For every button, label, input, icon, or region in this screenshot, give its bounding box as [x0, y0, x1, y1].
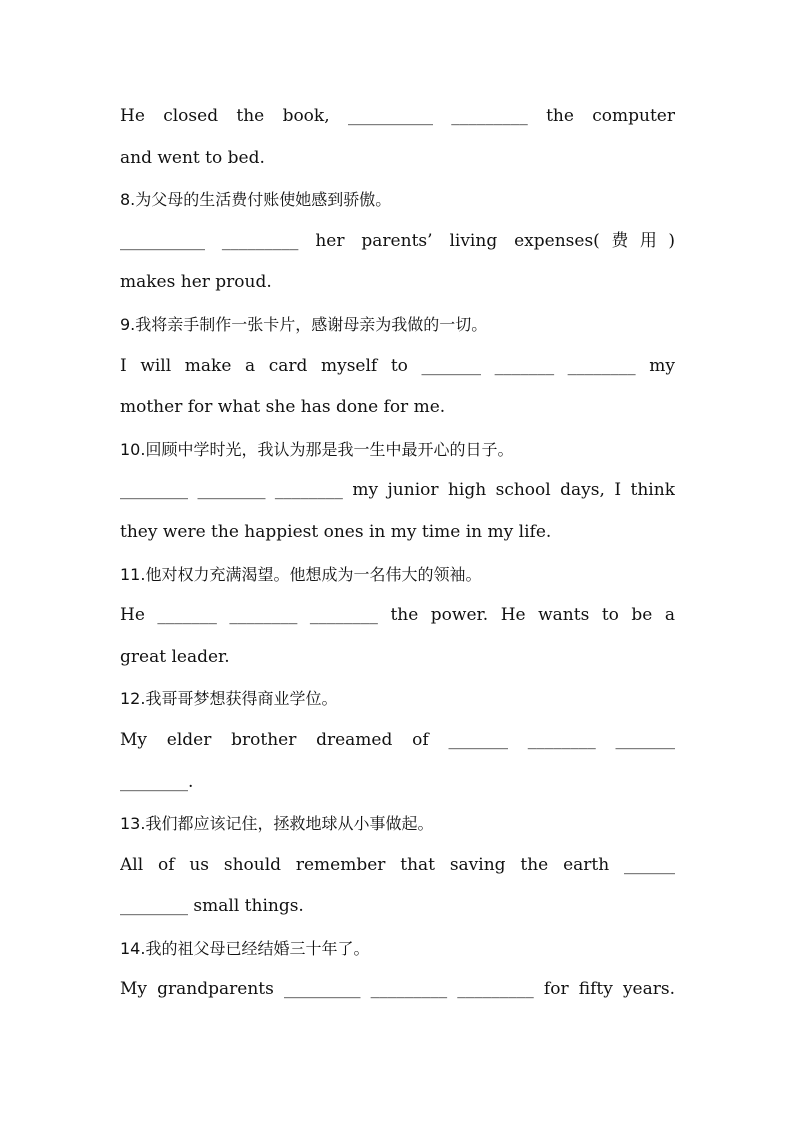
exercise-8-sentence-line-1: __________ _________ her parents’ living expenses(费用): [120, 230, 675, 251]
exercise-10-sentence-line-2: they were the happiest ones in my time in my life.: [120, 521, 552, 542]
exercise-12-sentence-line-2: ________.: [120, 771, 194, 792]
exercise-9-sentence-line-2: mother for what she has done for me.: [120, 397, 446, 418]
exercise-10-prompt: 10.回顾中学时光，我认为那是我一生中最开心的日子。: [120, 439, 514, 459]
exercise-9-sentence-line-1: I will make a card myself to _______ _______ ________ my: [120, 355, 675, 376]
exercise-14-prompt: 14.我的祖父母已经结婚三十年了。: [120, 938, 370, 958]
exercise-11-sentence-line-1: He _______ ________ ________ the power. He wants to be a: [120, 605, 675, 626]
exercise-11-sentence-line-2: great leader.: [120, 646, 230, 667]
exercise-11-prompt: 11.他对权力充满渴望。他想成为一名伟大的领袖。: [120, 564, 482, 584]
exercise-13-sentence-line-2: ________ small things.: [120, 896, 304, 917]
exercise-12-prompt: 12.我哥哥梦想获得商业学位。: [120, 689, 338, 709]
exercise-7-sentence-line-2: and went to bed.: [120, 147, 265, 168]
exercise-14-sentence-line-1: My grandparents _________ _________ _________ for fifty years.: [120, 979, 675, 1000]
exercise-9-prompt: 9.我将亲手制作一张卡片，感谢母亲为我做的一切。: [120, 314, 488, 334]
exercise-7-sentence-line-1: He closed the book, __________ _________ the computer: [120, 106, 675, 126]
exercise-13-sentence-line-1: All of us should remember that saving the earth ______: [120, 854, 675, 875]
exercise-10-sentence-line-1: ________ ________ ________ my junior high school days, I think: [120, 480, 675, 501]
exercise-13-prompt: 13.我们都应该记住，拯救地球从小事做起。: [120, 814, 434, 834]
exercise-8-prompt: 8.为父母的生活费付账使她感到骄傲。: [120, 190, 392, 210]
worksheet-page: [120, 96, 675, 1011]
exercise-8-sentence-line-2: makes her proud.: [120, 272, 272, 293]
exercise-12-sentence-line-1: My elder brother dreamed of _______ ________ _______: [120, 729, 675, 750]
